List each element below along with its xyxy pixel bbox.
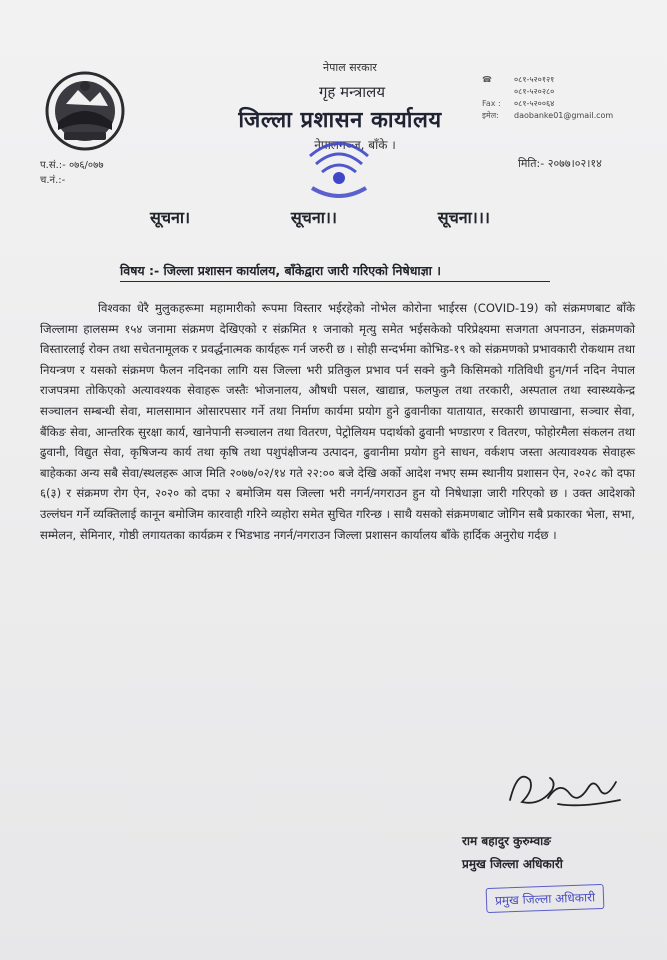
nepal-emblem-icon: [44, 70, 126, 152]
government-name: नेपाल सरकार: [323, 61, 377, 74]
notice-2: सूचना।।: [290, 208, 337, 227]
notice-3: सूचना।।।: [437, 208, 490, 227]
letter-date: मिति:- २०७७।०२।१४: [518, 157, 602, 170]
designation-seal: प्रमुख जिल्ला अधिकारी: [486, 884, 605, 913]
notice-1: सूचना।: [150, 208, 191, 227]
dispatch-number: च.नं.:-: [40, 175, 66, 186]
email-address: daobanke01@gmail.com: [514, 111, 614, 120]
subject-line: विषय :- जिल्ला प्रशासन कार्यालय, बाँकेद्वारा जारी गरिएको निषेधाज्ञा ।: [120, 262, 550, 282]
phone-1: ०८१-५२०१२१: [514, 75, 555, 84]
office-name: जिल्ला प्रशासन कार्यालय: [238, 108, 442, 133]
office-location: नेपालगञ्ज, बाँके ।: [314, 138, 396, 152]
office-stamp-icon: [300, 126, 378, 206]
signatory-title: प्रमुख जिल्ला अधिकारी: [462, 857, 563, 871]
notice-headings: [150, 206, 490, 228]
letter-number: प.सं.:- ०७६/०७७: [40, 160, 104, 171]
fax-label: Fax :: [482, 99, 501, 108]
ministry-name: गृह मन्त्रालय: [318, 83, 386, 101]
fax-number: ०८१-५२००६४: [514, 99, 555, 108]
handwritten-signature-icon: [500, 760, 630, 820]
phone-2: ०८१-५२०२८०: [514, 87, 555, 96]
body-paragraph: विश्वका धेरै मुलुकहरूमा महामारीको रूपमा विस्तार भईरहेको नोभेल कोरोना भाईरस (COVID-19) को संक्रमणबाट बाँके जिल्लामा हालसम्म १५४ जनामा संक्रमण देखिएको र संक्रमित १ जनाको मृत्यु समेत भईसकेको परिप्रेक्ष्यमा सजगता अपनाउन, संक्रमणको विस्तारलाई रोक्न तथा सचेतनामूलक र प्रवर्द्धनात्मक कार्यहरू गर्न जरुरी छ । सोही सन्दर्भमा कोभिड-१९ को संक्रमणको प्रभावकारी रोकथाम तथा नियन्त्रण र यसको संक्रमण फैलन नदिनका लागि यस जिल्ला भरी प्रतिकुल प्रभाव पर्न सक्ने कुनै किसिमको गतिविधी हुन/गर्न नदिन नेपाल राजपत्रमा तोकिएको अत्यावश्यक सेवाहरू जस्तैः भोजनालय, औषधी पसल, खाद्यान्न, फलफुल तथा तरकारी, अस्पताल तथा स्वास्थ्यकेन्द्र सञ्चालन सम्बन्धी सेवा, मालसामान ओसारपसार गर्ने तथा निर्माण कार्यमा प्रयोग हुने ढुवानीका यातायात, सरकारी छापाखाना, सञ्चार सेवा, बैंकिङ सेवा, आन्तरिक सुरक्षा कार्य, खानेपानी सञ्चालन तथा वितरण, पेट्रोलियम पदार्थको ढुवानी भण्डारण र वितरण, फोहोरमैला संकलन तथा ढुवानी, विद्युत सेवा, कृषिजन्य कार्य तथा कृषि तथा पशुपंक्षीजन्य उत्पादन, ढुवानीमा प्रयोग हुने साधन, वर्कशप जस्ता अत्यावश्यक सेवाहरू बाहेकका अन्य सबै सेवा/स्थलहरू आज मिति २०७७/०२/१४ गते २२:०० बजे देखि अर्को आदेश नभए सम्म स्थानीय प्रशासन ऐन, २०२८ को दफा ६(३) र संक्रमण रोग ऐन, २०२० को दफा २ बमोजिम यस जिल्ला भरी नगर्न/नगराउन हुन यो निषेधाज्ञा जारी गरिएको छ । उक्त आदेशको उल्लंघन गर्ने व्यक्तिलाई कानून बमोजिम कारवाही गरिने व्यहोरा समेत सुचित गरिन्छ । साथै यसको संक्रमणबाट जोगिन सबै प्रकारका भेला, सभा, सम्मेलन, सेमिनार, गोष्ठी लगायतका कार्यक्रम र भिडभाड नगर्न/नगराउन जिल्ला प्रशासन कार्यालय बाँके हार्दिक अनुरोध गर्दछ ।: [40, 301, 635, 542]
signatory-name: राम बहादुर कुरुम्वाङ: [462, 834, 551, 848]
phone-icon: ☎: [482, 75, 492, 84]
contact-block: [482, 74, 632, 122]
reference-block: [40, 158, 104, 188]
email-label: इमेल:: [482, 111, 499, 120]
